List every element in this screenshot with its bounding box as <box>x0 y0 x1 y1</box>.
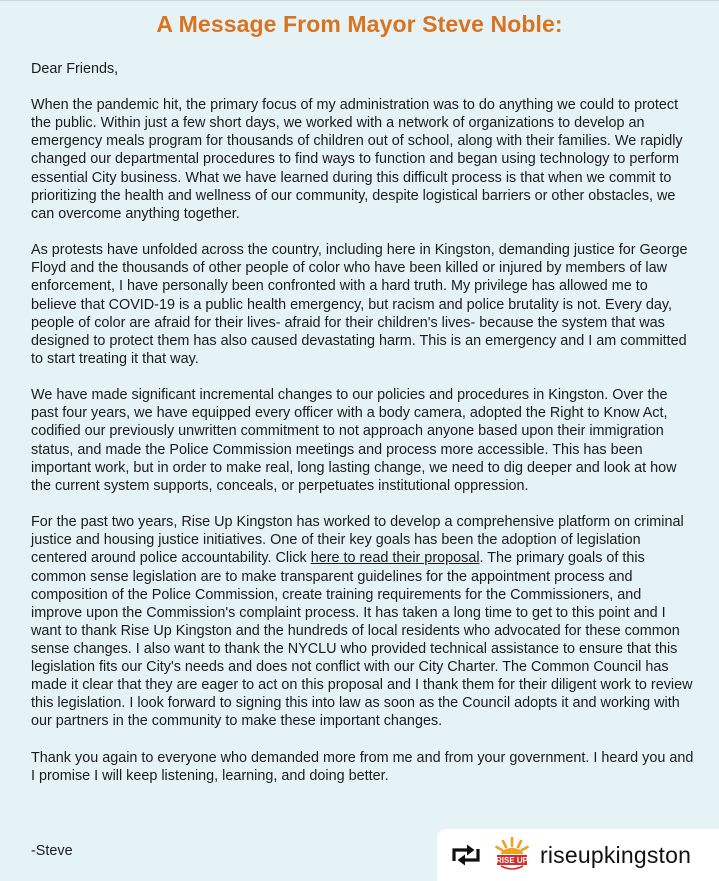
account-handle[interactable]: riseupkingston <box>540 841 692 868</box>
paragraph-protests: As protests have unfolded across the country, including here in Kingston, demanding justice for George Floyd and the thousands of other people of color who have been killed or injured by members of law enforcement, I have personally been confronted with a hard truth. My privilege has allowed me to believe that COVID-19 is a public health emergency, but racism and police brutality is not. Every day, people of color are afraid for their lives- afraid for their children's lives- because the system that was designed to protect them has also caused devastating harm. This is an emergency and I am committed to start treating it that way. <box>31 242 688 367</box>
rise-up-logo-icon <box>492 835 532 875</box>
letter-body <box>31 60 695 803</box>
paragraph-rise-up-text-end: . The primary goals of this common sense legislation are to make transparent guidelines for the appointment process and composition of the Police Commission, create training requirements for the Commissioners, and improve upon the Commission's complaint process. It has taken a long time to get to this point and I want to thank Rise Up Kingston and the hundreds of local residents who advocated for these common sense changes. I also want to thank the NYCLU who provided technical assistance to ensure that this legislation fits our City's needs and does not conflict with our City Charter. The Common Council has made it clear that they are eager to act on this proposal and I thank them for their diligent work to review this legislation. I look forward to signing this into law as soon as the Council adopts it and working with our partners in the community to make these important changes. <box>31 550 693 730</box>
logo-text: RISE UP <box>495 856 529 866</box>
paragraph-rise-up <box>31 513 695 730</box>
paragraph-thank-you: Thank you again to everyone who demanded more from me and from your government. I heard you and I promise I will keep listening, learning, and doing better. <box>31 749 694 784</box>
paragraph-pandemic: When the pandemic hit, the primary focus of my administration was to do anything we could to protect the public. Within just a few short days, we worked with a network of organizations to develop an emergency meals program for thousands of children out of school, along with their families. We rapidly changed our departmental procedures to find ways to function and began using technology to perform essential City business. What we have learned during this difficult process is that when we commit to prioritizing the health and wellness of our community, despite logistical barriers or other obstacles, we can overcome anything together. <box>31 97 683 222</box>
proposal-link[interactable]: here to read their proposal <box>310 550 480 567</box>
paragraph-policy-changes: We have made significant incremental changes to our policies and procedures in Kingston. Over the past four years, we have equipped every officer with a body camera, adopted the Right to Know Act, codified our previously unwritten commitment to not approach anyone based upon their immigration status, and made the Police Commission meetings and process more accessible. This has been important work, but in order to make real, long lasting change, we need to dig deeper and look at how the current system supports, conceals, or perpetuates institutional oppression. <box>31 387 677 494</box>
repost-icon <box>450 841 482 869</box>
paragraph-rise-up-text-start: For the past two years, Rise Up Kingston has worked to develop a comprehensive platform on criminal justice and housing justice initiatives. One of their key goals has been the adoption of legislation centered around police accountability. Click <box>31 514 684 567</box>
greeting: Dear Friends, <box>31 61 119 77</box>
repost-badge[interactable] <box>437 829 719 881</box>
page-title: A Message From Mayor Steve Noble: <box>156 11 563 37</box>
signoff: -Steve <box>31 843 73 859</box>
